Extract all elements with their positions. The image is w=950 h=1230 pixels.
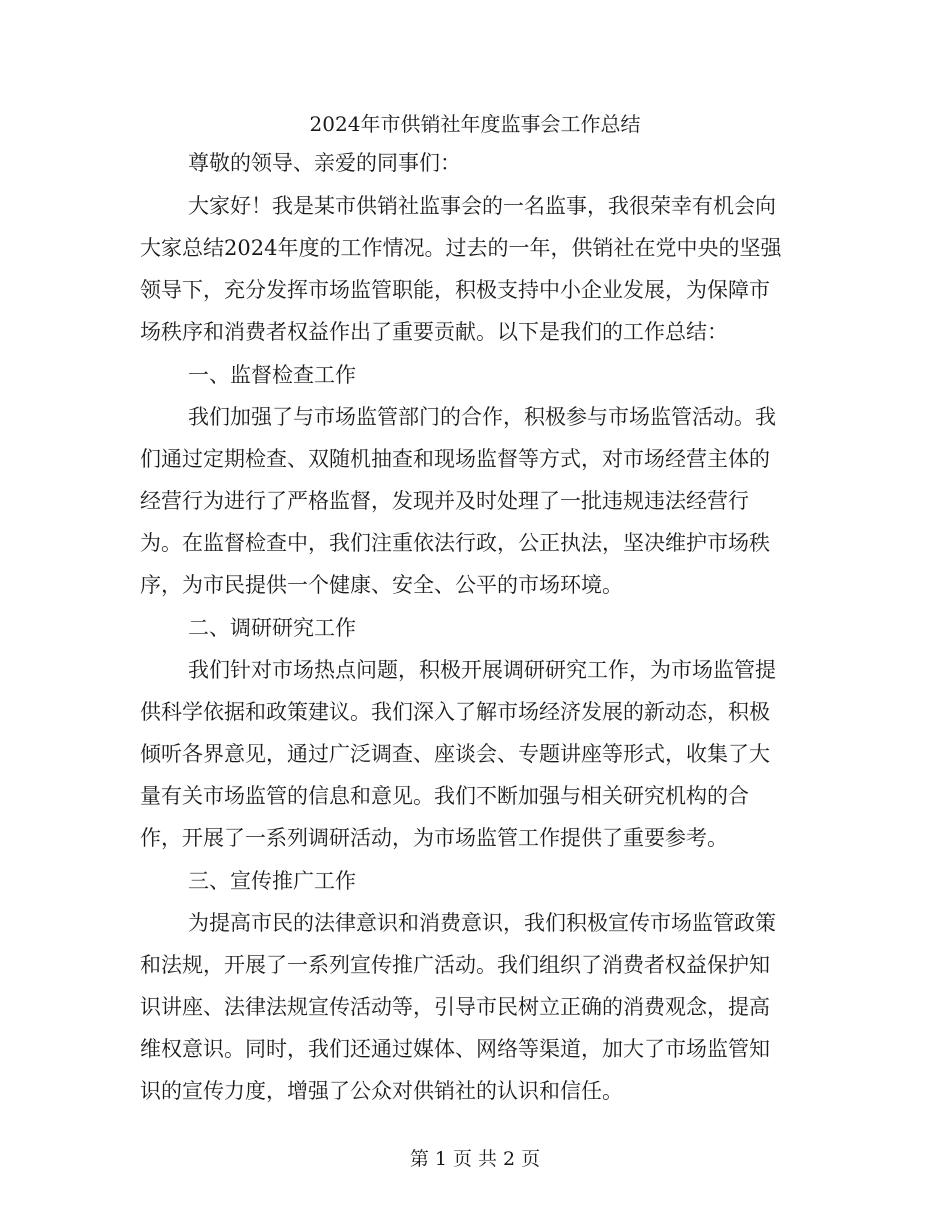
paragraph-line: 倾听各界意见，通过广泛调查、座谈会、专题讲座等形式，收集了大 (140, 742, 770, 766)
paragraph-line: 为提高市民的法律意识和消费意识，我们积极宣传市场监管政策 (188, 911, 776, 935)
paragraph-line: 为。在监督检查中，我们注重依法行政，公正执法，坚决维护市场秩 (140, 531, 770, 555)
paragraph-line: 作，开展了一系列调研活动，为市场监管工作提供了重要参考。 (140, 826, 728, 850)
paragraph-line: 领导下，充分发挥市场监管职能，积极支持中小企业发展，为保障市 (140, 278, 770, 302)
salutation: 尊敬的领导、亲爱的同事们： (188, 151, 461, 175)
section-heading: 二、调研研究工作 (188, 616, 356, 640)
paragraph-line: 识讲座、法律法规宣传活动等，引导市民树立正确的消费观念，提高 (140, 995, 770, 1019)
paragraph-line: 量有关市场监管的信息和意见。我们不断加强与相关研究机构的合 (140, 784, 749, 808)
paragraph-line: 大家好！我是某市供销社监事会的一名监事，我很荣幸有机会向 (188, 194, 776, 218)
paragraph-line: 维权意识。同时，我们还通过媒体、网络等渠道，加大了市场监管知 (140, 1037, 770, 1061)
paragraph-line: 经营行为进行了严格监督，发现并及时处理了一批违规违法经营行 (140, 489, 749, 513)
page-footer: 第 1 页 共 2 页 (409, 1148, 541, 1170)
document-title: 2024年市供销社年度监事会工作总结 (309, 112, 641, 136)
paragraph-line: 和法规，开展了一系列宣传推广活动。我们组织了消费者权益保护知 (140, 953, 770, 977)
paragraph-line: 我们加强了与市场监管部门的合作，积极参与市场监管活动。我 (188, 405, 776, 429)
paragraph-line: 我们针对市场热点问题，积极开展调研研究工作，为市场监管提 (188, 658, 776, 682)
section-heading: 一、监督检查工作 (188, 363, 356, 387)
paragraph-line: 们通过定期检查、双随机抽查和现场监督等方式，对市场经营主体的 (140, 447, 770, 471)
paragraph-line: 大家总结2024年度的工作情况。过去的一年，供销社在党中央的坚强 (140, 236, 782, 260)
paragraph-line: 序，为市民提供一个健康、安全、公平的市场环境。 (140, 573, 623, 597)
paragraph-line: 供科学依据和政策建议。我们深入了解市场经济发展的新动态，积极 (140, 700, 770, 724)
paragraph-line: 场秩序和消费者权益作出了重要贡献。以下是我们的工作总结： (140, 320, 728, 344)
section-heading: 三、宣传推广工作 (188, 869, 356, 893)
paragraph-line: 识的宣传力度，增强了公众对供销社的认识和信任。 (140, 1079, 623, 1103)
